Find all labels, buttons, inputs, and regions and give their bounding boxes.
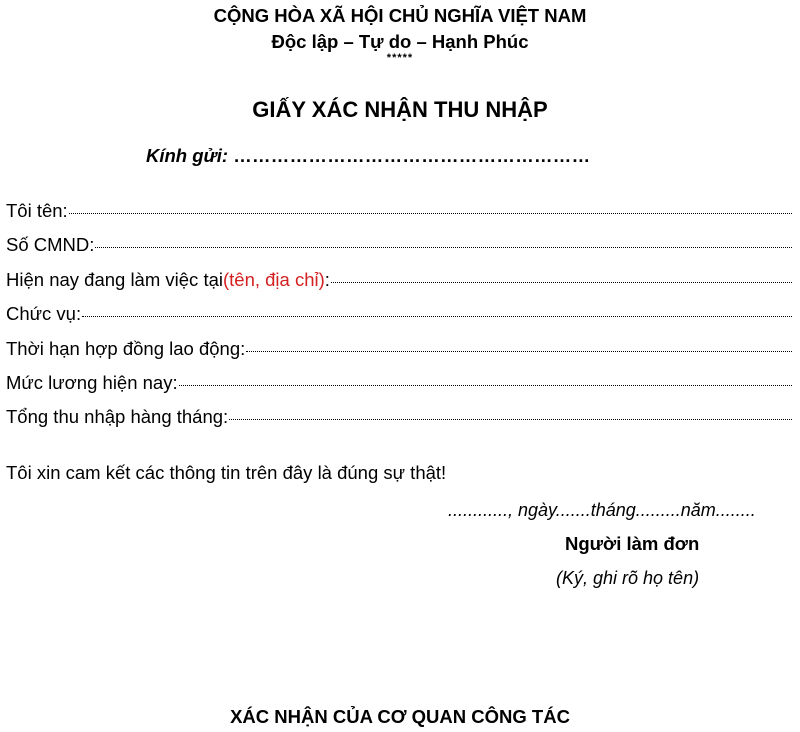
field-name (6, 200, 792, 222)
field-position (6, 303, 792, 325)
date-line: ............, ngày.......tháng.........năm........ (448, 500, 756, 520)
field-label: Tôi tên: (6, 200, 68, 221)
field-workplace (6, 269, 792, 291)
field-blank (95, 247, 792, 248)
field-monthly-income (6, 406, 792, 428)
national-header: CỘNG HÒA XÃ HỘI CHỦ NGHĨA VIỆT NAM (213, 5, 587, 26)
field-blank (82, 316, 792, 317)
field-blank (69, 213, 792, 214)
field-blank (246, 351, 792, 352)
field-note: (tên, địa chỉ) (222, 269, 325, 290)
field-label: Chức vụ: (6, 303, 82, 324)
field-contract-term (6, 338, 792, 360)
recipient-blank: ………………………………………………… (233, 145, 591, 166)
field-label: Thời hạn hợp đồng lao động: (6, 338, 246, 359)
national-motto: Độc lập – Tự do – Hạnh Phúc (271, 31, 529, 52)
document-title: GIẤY XÁC NHẬN THU NHẬP (252, 97, 548, 122)
field-blank (179, 385, 792, 386)
field-label: Số CMND: (6, 234, 95, 255)
recipient-line (146, 145, 590, 167)
field-id-number (6, 234, 792, 256)
field-label: Mức lương hiện nay: (6, 372, 178, 393)
recipient-label: Kính gửi: (146, 145, 229, 166)
field-current-salary (6, 372, 792, 394)
field-label: Tổng thu nhập hàng tháng: (6, 406, 229, 427)
signature-hint: (Ký, ghi rõ họ tên) (556, 568, 700, 588)
commitment-statement: Tôi xin cam kết các thông tin trên đây là đúng sự thật! (6, 462, 447, 483)
field-blank (229, 419, 792, 420)
field-blank (331, 282, 792, 283)
signer-title: Người làm đơn (565, 533, 700, 554)
field-label: Hiện nay đang làm việc tại (6, 269, 223, 290)
header-stars: ***** (386, 52, 414, 64)
field-colon: : (324, 269, 330, 290)
confirmation-heading: XÁC NHẬN CỦA CƠ QUAN CÔNG TÁC (230, 706, 570, 727)
